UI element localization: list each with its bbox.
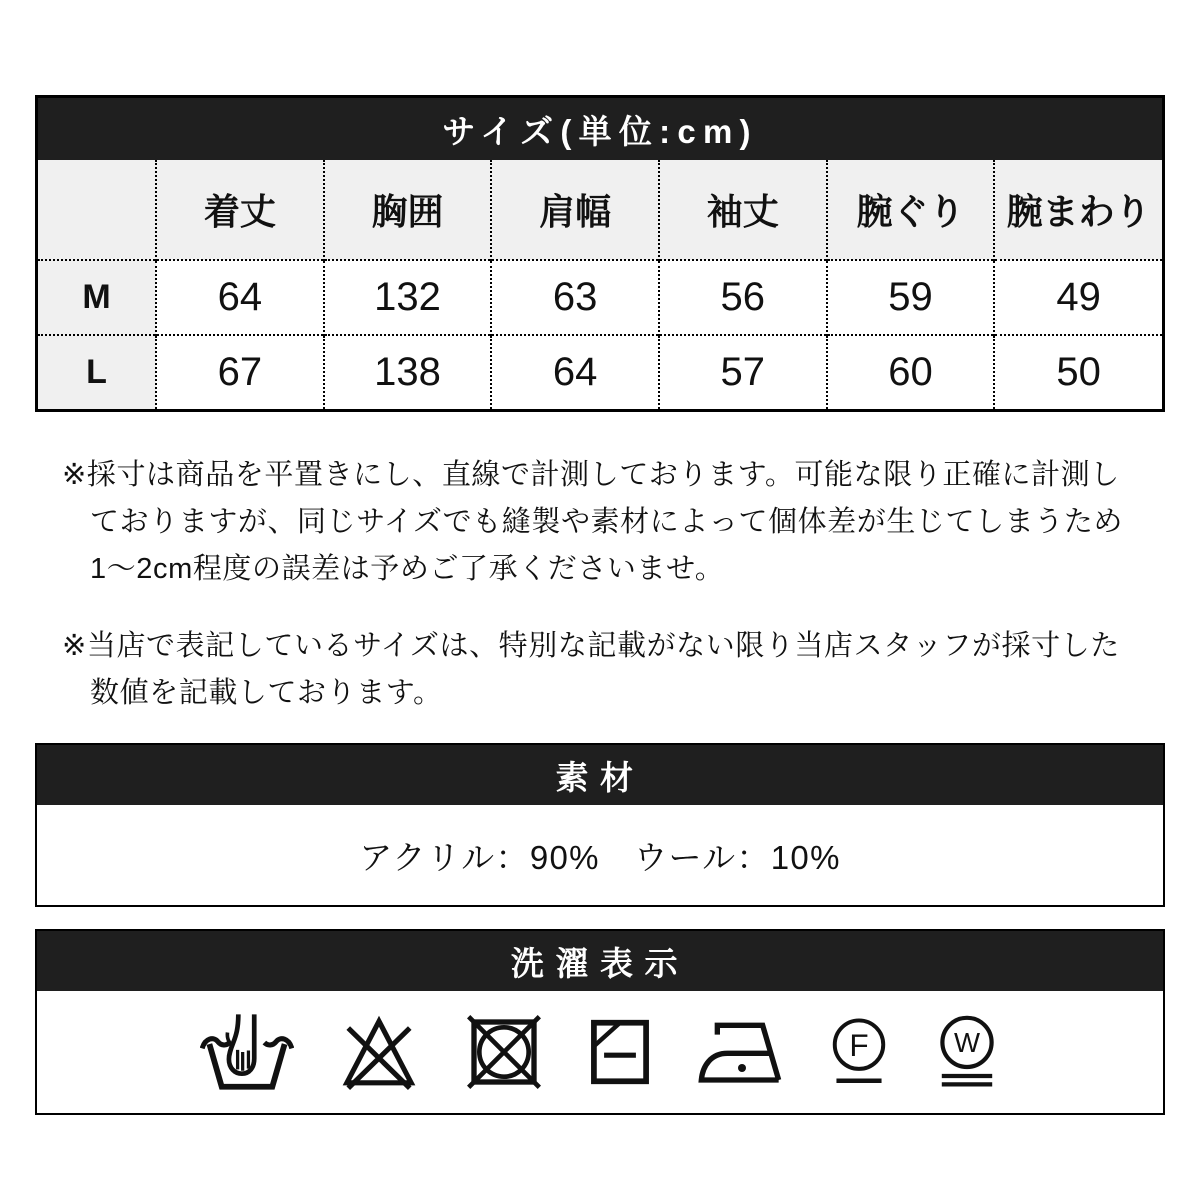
do-not-tumble-dry-icon bbox=[464, 1012, 544, 1092]
cell-l-chest: 138 bbox=[324, 335, 492, 409]
cell-m-sleeve: 56 bbox=[659, 260, 827, 335]
size-label-l: L bbox=[38, 335, 156, 409]
table-row-l bbox=[38, 335, 1162, 409]
hand-wash-icon bbox=[200, 1012, 294, 1092]
size-section-header bbox=[38, 98, 1162, 160]
cell-l-arm-width: 50 bbox=[994, 335, 1162, 409]
do-not-bleach-icon bbox=[338, 1013, 420, 1091]
column-header-arm-width: 腕まわり bbox=[994, 160, 1162, 260]
material-section bbox=[35, 743, 1165, 907]
care-section bbox=[35, 929, 1165, 1115]
dry-flat-in-shade-icon bbox=[588, 1017, 652, 1087]
size-table bbox=[38, 160, 1162, 409]
note-line: ※当店で表記しているサイズは、特別な記載がない限り当店スタッフが採寸した bbox=[62, 630, 1120, 662]
size-table-header-row bbox=[38, 160, 1162, 260]
wet-clean-W-icon bbox=[934, 1011, 1000, 1093]
dry-clean-F-icon bbox=[828, 1012, 890, 1092]
size-section-title: サイズ(単位:cm) bbox=[442, 112, 758, 150]
cell-l-shoulder: 64 bbox=[491, 335, 659, 409]
iron-low-heat-icon bbox=[696, 1020, 784, 1084]
size-label-m: M bbox=[38, 260, 156, 335]
material-content bbox=[37, 805, 1163, 905]
material-composition-text: アクリル：90% ウール：10% bbox=[359, 838, 841, 876]
cell-m-armhole: 59 bbox=[827, 260, 995, 335]
care-icons-row bbox=[37, 991, 1163, 1113]
svg-text:W: W bbox=[953, 1027, 981, 1058]
corner-cell bbox=[38, 160, 156, 260]
column-header-body-length: 着丈 bbox=[156, 160, 324, 260]
cell-m-chest: 132 bbox=[324, 260, 492, 335]
column-header-shoulder: 肩幅 bbox=[491, 160, 659, 260]
table-row-m bbox=[38, 260, 1162, 335]
care-section-header bbox=[37, 931, 1163, 991]
cell-l-sleeve: 57 bbox=[659, 335, 827, 409]
note-line: 数値を記載しております。 bbox=[90, 677, 443, 709]
care-section-title: 洗濯表示 bbox=[510, 944, 690, 982]
size-table-section bbox=[35, 95, 1165, 412]
material-section-title: 素材 bbox=[555, 758, 645, 796]
column-header-chest: 胸囲 bbox=[324, 160, 492, 260]
size-notation-note bbox=[62, 623, 1165, 717]
cell-m-arm-width: 49 bbox=[994, 260, 1162, 335]
cell-l-body-length: 67 bbox=[156, 335, 324, 409]
column-header-armhole: 腕ぐり bbox=[827, 160, 995, 260]
note-line: ※採寸は商品を平置きにし、直線で計測しております。可能な限り正確に計測し bbox=[62, 459, 1120, 491]
measurement-note bbox=[62, 452, 1165, 593]
column-header-sleeve: 袖丈 bbox=[659, 160, 827, 260]
cell-m-shoulder: 63 bbox=[491, 260, 659, 335]
note-line: ておりますが、同じサイズでも縫製や素材によって個体差が生じてしまうため bbox=[90, 506, 1123, 538]
svg-text:F: F bbox=[849, 1026, 869, 1063]
cell-l-armhole: 60 bbox=[827, 335, 995, 409]
material-section-header bbox=[37, 745, 1163, 805]
note-line: 1～2cm程度の誤差は予めご了承くださいませ。 bbox=[90, 553, 725, 585]
cell-m-body-length: 64 bbox=[156, 260, 324, 335]
